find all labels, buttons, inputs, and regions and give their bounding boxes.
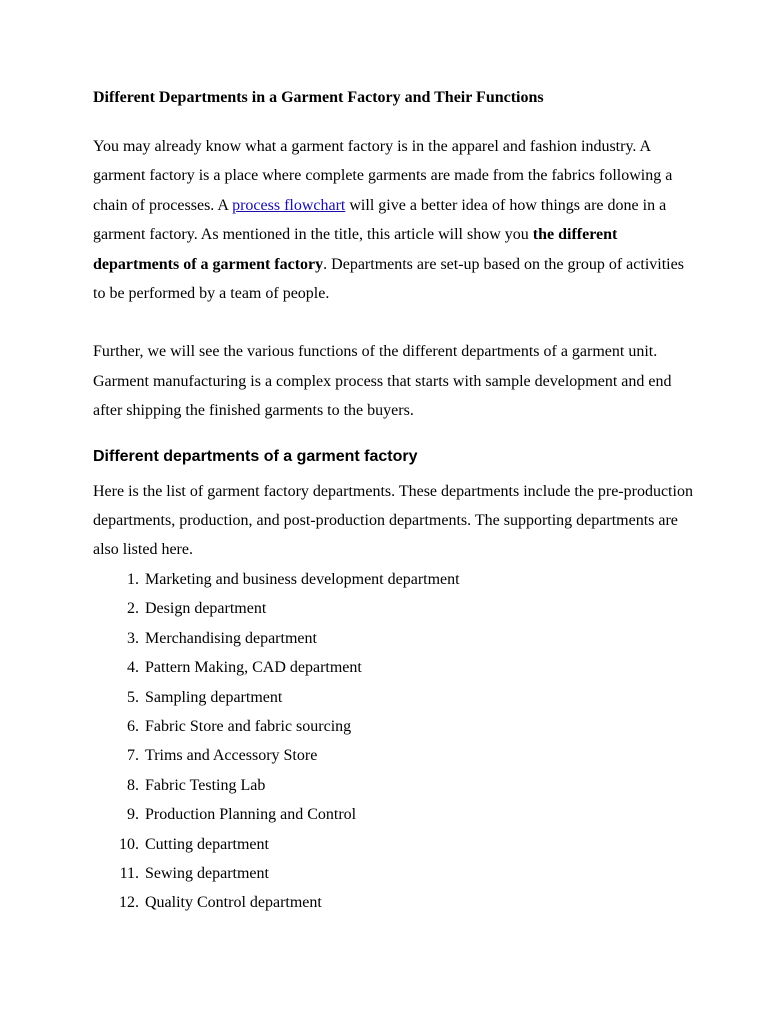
list-item-number: 4. bbox=[127, 659, 139, 677]
list-item bbox=[93, 594, 693, 623]
list-item-number: 6. bbox=[127, 717, 139, 735]
intro-text-end: . Departments are set-up based on the group of activities to be performed by a team of people. bbox=[93, 255, 684, 303]
list-item-number: 11. bbox=[119, 864, 139, 882]
list-item-label: Sewing department bbox=[145, 864, 269, 882]
list-item-number: 2. bbox=[127, 600, 139, 618]
list-item-number: 1. bbox=[127, 570, 139, 588]
intro-text-start: You may already know what a garment factory is in the apparel and fashion industry. A garment factory is a place where complete garments are made from the fabrics following a chain of processes. A bbox=[93, 138, 673, 214]
document-title: Different Departments in a Garment Factory and Their Functions bbox=[93, 89, 544, 106]
process-flowchart-link[interactable]: process flowchart bbox=[232, 196, 346, 214]
list-item-label: Trims and Accessory Store bbox=[145, 747, 318, 765]
list-item-number: 8. bbox=[127, 776, 139, 794]
list-item bbox=[93, 653, 693, 682]
list-item-label: Design department bbox=[145, 600, 267, 618]
intro-bold-text: the different departments of a garment factory bbox=[93, 226, 618, 273]
list-item-label: Merchandising department bbox=[145, 629, 317, 647]
list-item bbox=[93, 741, 693, 770]
list-item bbox=[93, 830, 693, 859]
list-item-number: 9. bbox=[127, 806, 139, 824]
departments-list bbox=[93, 565, 693, 918]
list-item-label: Quality Control department bbox=[145, 894, 322, 912]
intro-text-middle: will give a better idea of how things are done in a garment factory. As mentioned in the title, this article will show you bbox=[93, 196, 667, 244]
list-item-label: Production Planning and Control bbox=[145, 806, 357, 824]
list-item-number: 7. bbox=[127, 747, 139, 765]
list-item-number: 12. bbox=[119, 894, 139, 912]
intro-paragraph bbox=[93, 132, 693, 308]
second-paragraph: Further, we will see the various functions of the different departments of a garment unit. Garment manufacturing is a complex process that starts with sample development and end after shipping the finished garments to the buyers. bbox=[93, 343, 672, 420]
list-item-label: Fabric Store and fabric sourcing bbox=[145, 717, 352, 735]
list-item bbox=[93, 712, 693, 741]
list-item-number: 5. bbox=[127, 688, 139, 706]
list-item-label: Pattern Making, CAD department bbox=[145, 659, 362, 677]
list-item-number: 10. bbox=[119, 835, 139, 853]
list-item bbox=[93, 800, 693, 829]
list-item bbox=[93, 771, 693, 800]
list-item bbox=[93, 888, 693, 917]
list-item-label: Marketing and business development department bbox=[145, 570, 460, 588]
list-item-number: 3. bbox=[127, 629, 139, 647]
list-item bbox=[93, 624, 693, 653]
document-page bbox=[93, 86, 693, 918]
list-item bbox=[93, 683, 693, 712]
list-item bbox=[93, 565, 693, 594]
list-item-label: Cutting department bbox=[145, 835, 269, 853]
list-item-label: Fabric Testing Lab bbox=[145, 776, 266, 794]
list-item-label: Sampling department bbox=[145, 688, 283, 706]
list-intro-paragraph: Here is the list of garment factory departments. These departments include the pre-production departments, production, and post-production departments. The supporting departments are also listed here. bbox=[93, 482, 693, 559]
section-heading: Different departments of a garment factory bbox=[93, 447, 418, 465]
list-item bbox=[93, 859, 693, 888]
